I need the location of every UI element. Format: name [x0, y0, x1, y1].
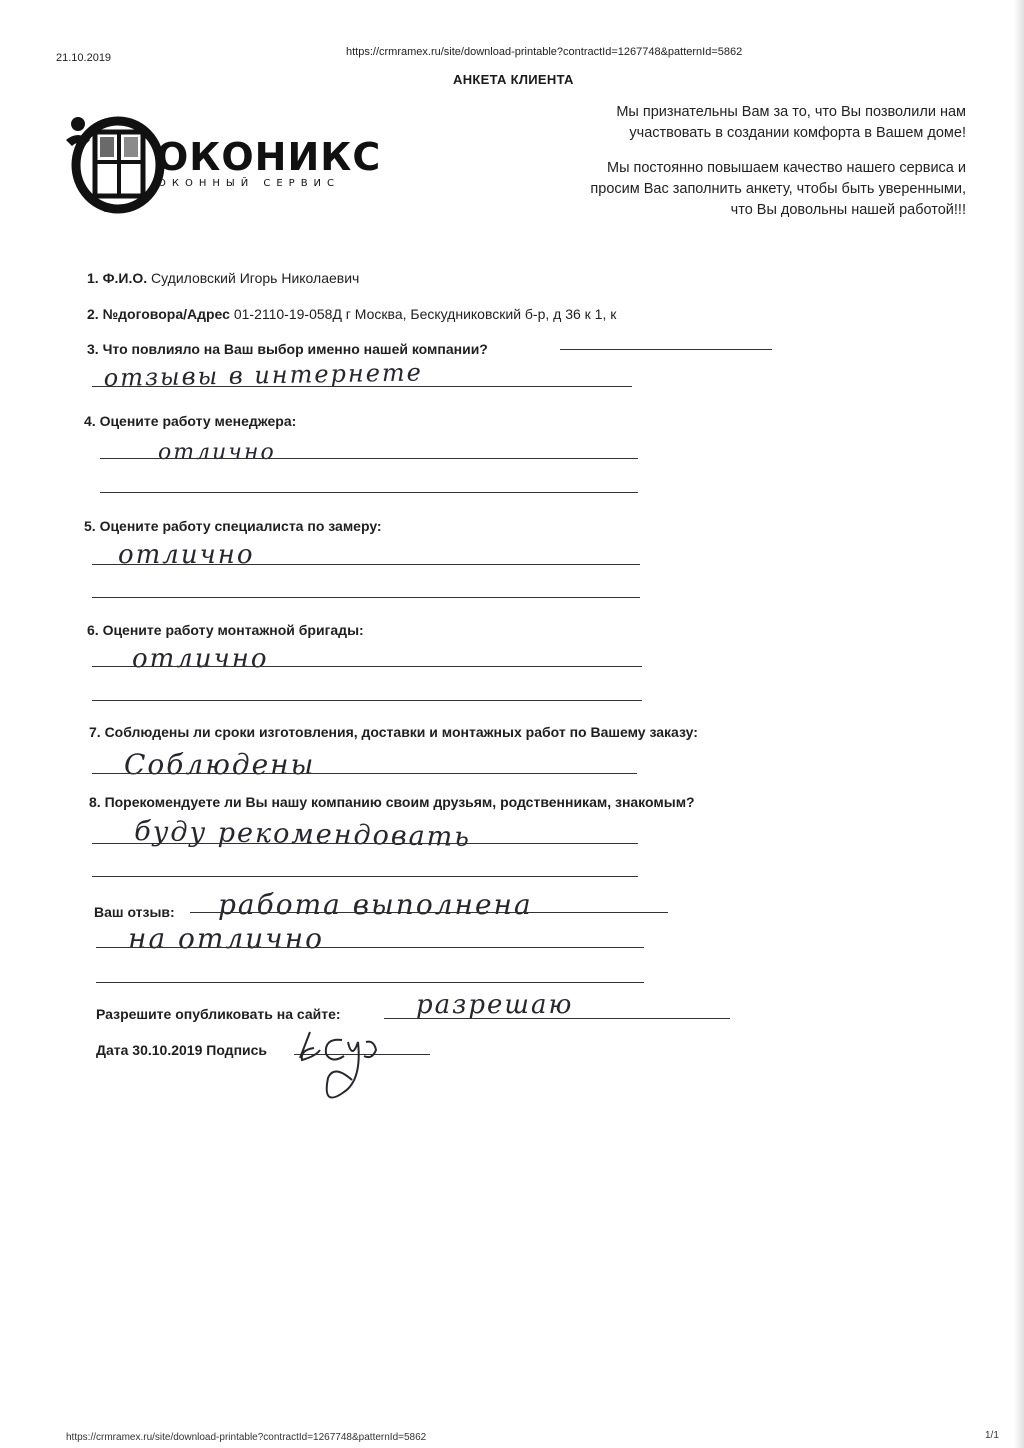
answer-7-handwritten: Соблюдены	[124, 748, 316, 781]
answer-line	[92, 700, 642, 701]
page-number: 1/1	[985, 1430, 999, 1441]
scan-edge-shadow	[1014, 0, 1024, 1448]
question-8-label: 8. Порекомендуете ли Вы нашу компанию своим друзьям, родственникам, знакомым?	[89, 794, 695, 810]
intro-text	[506, 102, 966, 221]
company-logo	[60, 110, 390, 215]
answer-line	[560, 349, 772, 350]
question-1-label: 1. Ф.И.О.	[87, 270, 148, 286]
client-name: Судиловский Игорь Николаевич	[151, 270, 360, 286]
publish-label: Разрешите опубликовать на сайте:	[96, 1006, 341, 1022]
answer-line	[92, 876, 638, 877]
intro-line: что Вы довольны нашей работой!!!	[730, 202, 966, 218]
answer-5-handwritten: отлично	[118, 540, 255, 570]
question-1	[87, 270, 359, 286]
question-2	[87, 306, 616, 322]
date-signature-label: Дата 30.10.2019 Подпись	[96, 1042, 268, 1058]
answer-line	[190, 912, 668, 913]
answer-line	[384, 1018, 730, 1019]
review-handwritten-line-2: на отлично	[128, 922, 325, 955]
question-6-label: 6. Оцените работу монтажной бригады:	[87, 622, 364, 638]
answer-4-handwritten: отлично	[158, 440, 276, 465]
answer-line	[92, 564, 640, 565]
svg-text:ОКОННЫЙ СЕРВИС: ОКОННЫЙ СЕРВИС	[158, 178, 341, 189]
question-7-label: 7. Соблюдены ли сроки изготовления, доставки и монтажных работ по Вашему заказу:	[89, 724, 698, 740]
signature-scribble	[292, 1020, 412, 1115]
question-4-label: 4. Оцените работу менеджера:	[84, 413, 297, 429]
answer-3-handwritten: отзывы в интернете	[103, 358, 424, 392]
intro-line: Мы постоянно повышаем качество нашего сервиса и	[606, 160, 966, 176]
answer-line	[96, 947, 644, 948]
question-2-label: 2. №договора/Адрес	[87, 306, 230, 322]
answer-line	[92, 843, 638, 844]
question-5-label: 5. Оцените работу специалиста по замеру:	[84, 518, 382, 534]
page-title: АНКЕТА КЛИЕНТА	[453, 72, 574, 87]
publish-answer-handwritten: разрешаю	[416, 990, 574, 1020]
answer-line	[92, 386, 632, 387]
answer-line	[92, 666, 642, 667]
intro-line: участвовать в создании комфорта в Вашем доме!	[629, 125, 966, 141]
answer-line	[92, 773, 637, 774]
contract-address: 01-2110-19-058Д г Москва, Бескудниковский б-р, д 36 к 1, к	[233, 306, 617, 322]
footer-url: https://crmramex.ru/site/download-printable?contractId=1267748&patternId=5862	[66, 1432, 427, 1443]
answer-line	[96, 982, 644, 983]
review-handwritten-line-1: работа выполнена	[218, 888, 533, 921]
answer-line	[92, 597, 640, 598]
intro-line: просим Вас заполнить анкету, чтобы быть уверенными,	[590, 181, 966, 197]
svg-text:ОКОНИКС: ОКОНИКС	[156, 135, 382, 179]
review-label: Ваш отзыв:	[94, 904, 175, 920]
answer-line	[100, 458, 638, 459]
signature	[292, 1020, 412, 1115]
print-date: 21.10.2019	[56, 52, 112, 64]
question-3-label: 3. Что повлияло на Ваш выбор именно нашей компании?	[87, 341, 488, 357]
answer-6-handwritten: отлично	[132, 644, 269, 674]
logo-graphic	[60, 110, 390, 215]
intro-line: Мы признательны Вам за то, что Вы позволили нам	[616, 104, 966, 120]
print-url: https://crmramex.ru/site/download-printable?contractId=1267748&patternId=5862	[346, 46, 743, 58]
answer-line	[100, 492, 638, 493]
answer-8-handwritten: буду рекомендовать	[134, 816, 472, 853]
